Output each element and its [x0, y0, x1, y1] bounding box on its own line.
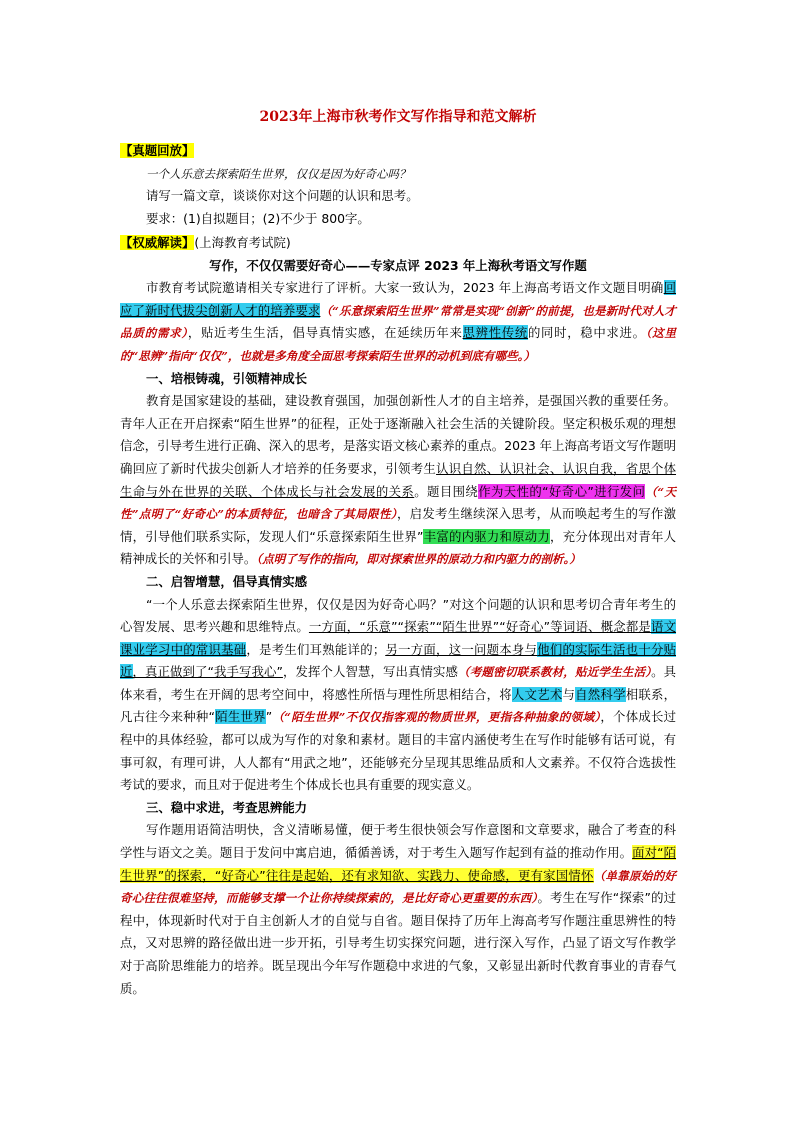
- highlight-innovation: 回应了新时代拔尖创新人才的培养要求: [120, 280, 676, 318]
- heading-one: 一、培根铸魂，引领精神成长: [146, 370, 308, 386]
- paragraph-two: “一个人乐意去探索陌生世界，仅仅是因为好奇心吗？”对这个问题的认识和思考切合青年考生的心智发展、思考兴趣和思维特点。一方面，“乐意”“探索”“陌生世界”“好奇心”等词语、概念都是语文课业学习中的常识基础，是考生们耳熟能详的；另一方面，这一问题本身与他们的实际生活也十分贴近，真正做到了“我手写我心”，发挥个人智慧，写出真情实感（考题密切联系教材，贴近学生生活）。具体来看，考生在开阔的思考空间中，将感性所悟与理性所思相结合，将人文艺术与自然科学相联系，凡古往今来种种“陌生世界”（“陌生世界”不仅仅指客观的物质世界，更指各种抽象的领域），个体成长过程中的具体经验，都可以成为写作的对象和素材。题目的丰富内涵使考生在写作时能够有话可说，有事可叙，有理可讲，人人都有“用武之地”，还能够充分呈现其思维品质和人文素养。不仅符合选拔性考试的要求，而且对于促进考生个体成长也具有重要的现实意义。: [120, 596, 677, 793]
- exam-requirements: 要求：(1)自拟题目；(2)不少于 800字。: [146, 210, 370, 226]
- annotation-note: （单靠原始的好奇心往往很难坚持，而能够支撑一个让你持续探索的，是比好奇心更重要的东西）: [120, 868, 676, 906]
- highlight-beyond-curiosity: 面对“陌生世界”的探索，“好奇心”往往是起始，还有求知欲、实践力、使命感，更有家国情怀: [120, 845, 677, 883]
- exam-instruction: 请写一篇文章，谈谈你对这个问题的认识和思考。: [146, 188, 419, 204]
- section-exam-question: [120, 140, 676, 230]
- section-tag-authority: 【权威解读】: [120, 235, 195, 250]
- annotation-note: （点明了写作的指向，即对探索世界的原动力和内驱力的剖析。）: [256, 552, 581, 567]
- section-tag-exam-review: 【真题回放】: [120, 143, 195, 158]
- highlight-unknown-world: 陌生世界: [214, 709, 266, 725]
- heading-three: 三、稳中求进，考查思辨能力: [146, 799, 308, 815]
- underline-text: 另一方面，这一问题本身与: [385, 641, 538, 657]
- annotation-note: （考题密切联系教材，贴近学生生活）: [458, 665, 652, 680]
- underline-text: ，真正做到了“我手写我心”: [132, 664, 283, 680]
- source-label: (上海教育考试院): [194, 235, 291, 250]
- paragraph-one: 教育是国家建设的基础，建设教育强国，加强创新性人才的自主培养，是强国兴教的重要任务。青年人正在开启探索“陌生世界”的征程，正处于逐渐融入社会生活的关键阶段。坚定积极乐观的理想信念，引导考生进行正确、深入的思考，是落实语文核心素养的重点。2023 年上海高考语文写作题明确回应了新时代拔尖创新人才培养的任务要求，引领考生认识自然、认识社会、认识自我，省思个体生命与外在世界的关联、个体成长与社会发展的关系。题目围绕作为天性的“好奇心”进行发问（“天性”点明了“好奇心”的本质特征，也暗含了其局限性），启发考生继续深入思考，从而唤起考生的写作激情，引导他们联系实际，发现人们“乐意探索陌生世界”丰富的内驱力和原动力，充分体现出对青年人精神成长的关怀和引导。（点明了写作的指向，即对探索世界的原动力和内驱力的剖析。）: [120, 393, 677, 567]
- analysis-subtitle: 写作，不仅仅需要好奇心——专家点评 2023 年上海秋考语文写作题: [209, 257, 587, 273]
- document-title: 2023年上海市秋考作文写作指导和范文解析: [259, 109, 537, 125]
- section-authority-analysis: [120, 232, 676, 1000]
- paragraph-three: 写作题用语简洁明快，含义清晰易懂，便于考生很快领会写作意图和文章要求，融合了考查的科学性与语文之美。题目于发问中寓启迪，循循善诱，对于考生入题写作起到有益的推动作用。面对“陌生世界”的探索，“好奇心”往往是起始，还有求知欲、实践力、使命感，更有家国情怀（单靠原始的好奇心往往很难坚持，而能够支撑一个让你持续探索的，是比好奇心更重要的东西）。考生在写作“探索”的过程中，体现新时代对于自主创新人才的自觉与自省。题目保持了历年上海高考写作题注重思辨性的特点，又对思辨的路径做出进一步开拓，引导考生切实探究问题，进行深入写作，凸显了语文写作教学对于高阶思维能力的培养。既呈现出今年写作题稳中求进的气象，又彰显出新时代教育事业的青春气质。: [120, 822, 677, 996]
- underline-text: 认识自然、认识社会、认识自我，省思个体生命与外在世界的关联、个体成长与社会发展的关系: [120, 460, 677, 499]
- exam-question-text: 一个人乐意去探索陌生世界，仅仅是因为好奇心吗？: [146, 166, 411, 181]
- highlight-common-knowledge: 语文课业学习中的常识基础: [120, 619, 677, 657]
- paragraph-intro: 市教育考试院邀请相关专家进行了评析。大家一致认为，2023 年上海高考语文作文题目明确回应了新时代拔尖创新人才的培养要求（“乐意探索陌生世界”常常是实现“创新”的前提，也是新时代对人才品质的需求），贴近考生生活，倡导真情实感，在延续历年来思辨性传统的同时，稳中求进。（这里的“思辨”指向“仅仅”，也就是多角度全面思考探索陌生世界的动机到底有哪些。）: [120, 280, 677, 363]
- highlight-real-life: 他们的实际生活也十分贴近: [120, 641, 677, 680]
- annotation-note: （“乐意探索陌生世界”常常是实现“创新”的前提，也是新时代对人才品质的需求）: [120, 303, 677, 341]
- highlight-science: 自然科学: [575, 686, 626, 702]
- highlight-humanities: 人文艺术: [511, 686, 563, 702]
- underline-text: 一方面，“乐意”“探索”“陌生世界”“好奇心”等词语、概念都是: [308, 619, 652, 635]
- highlight-critical-thinking: 思辨性传统: [462, 325, 528, 341]
- highlight-curiosity: 作为天性的“好奇心”进行发问: [478, 483, 646, 499]
- annotation-note: （“天性”点明了“好奇心”的本质特征，也暗含了其局限性）: [120, 484, 677, 522]
- annotation-note: （“陌生世界”不仅仅指客观的物质世界，更指各种抽象的领域）: [272, 710, 601, 725]
- heading-two: 二、启智增慧，倡导真情实感: [146, 573, 308, 589]
- highlight-motivation: 丰富的内驱力和原动力: [423, 528, 550, 544]
- annotation-note: （这里的“思辨”指向“仅仅”，也就是多角度全面思考探索陌生世界的动机到底有哪些。）: [120, 326, 677, 363]
